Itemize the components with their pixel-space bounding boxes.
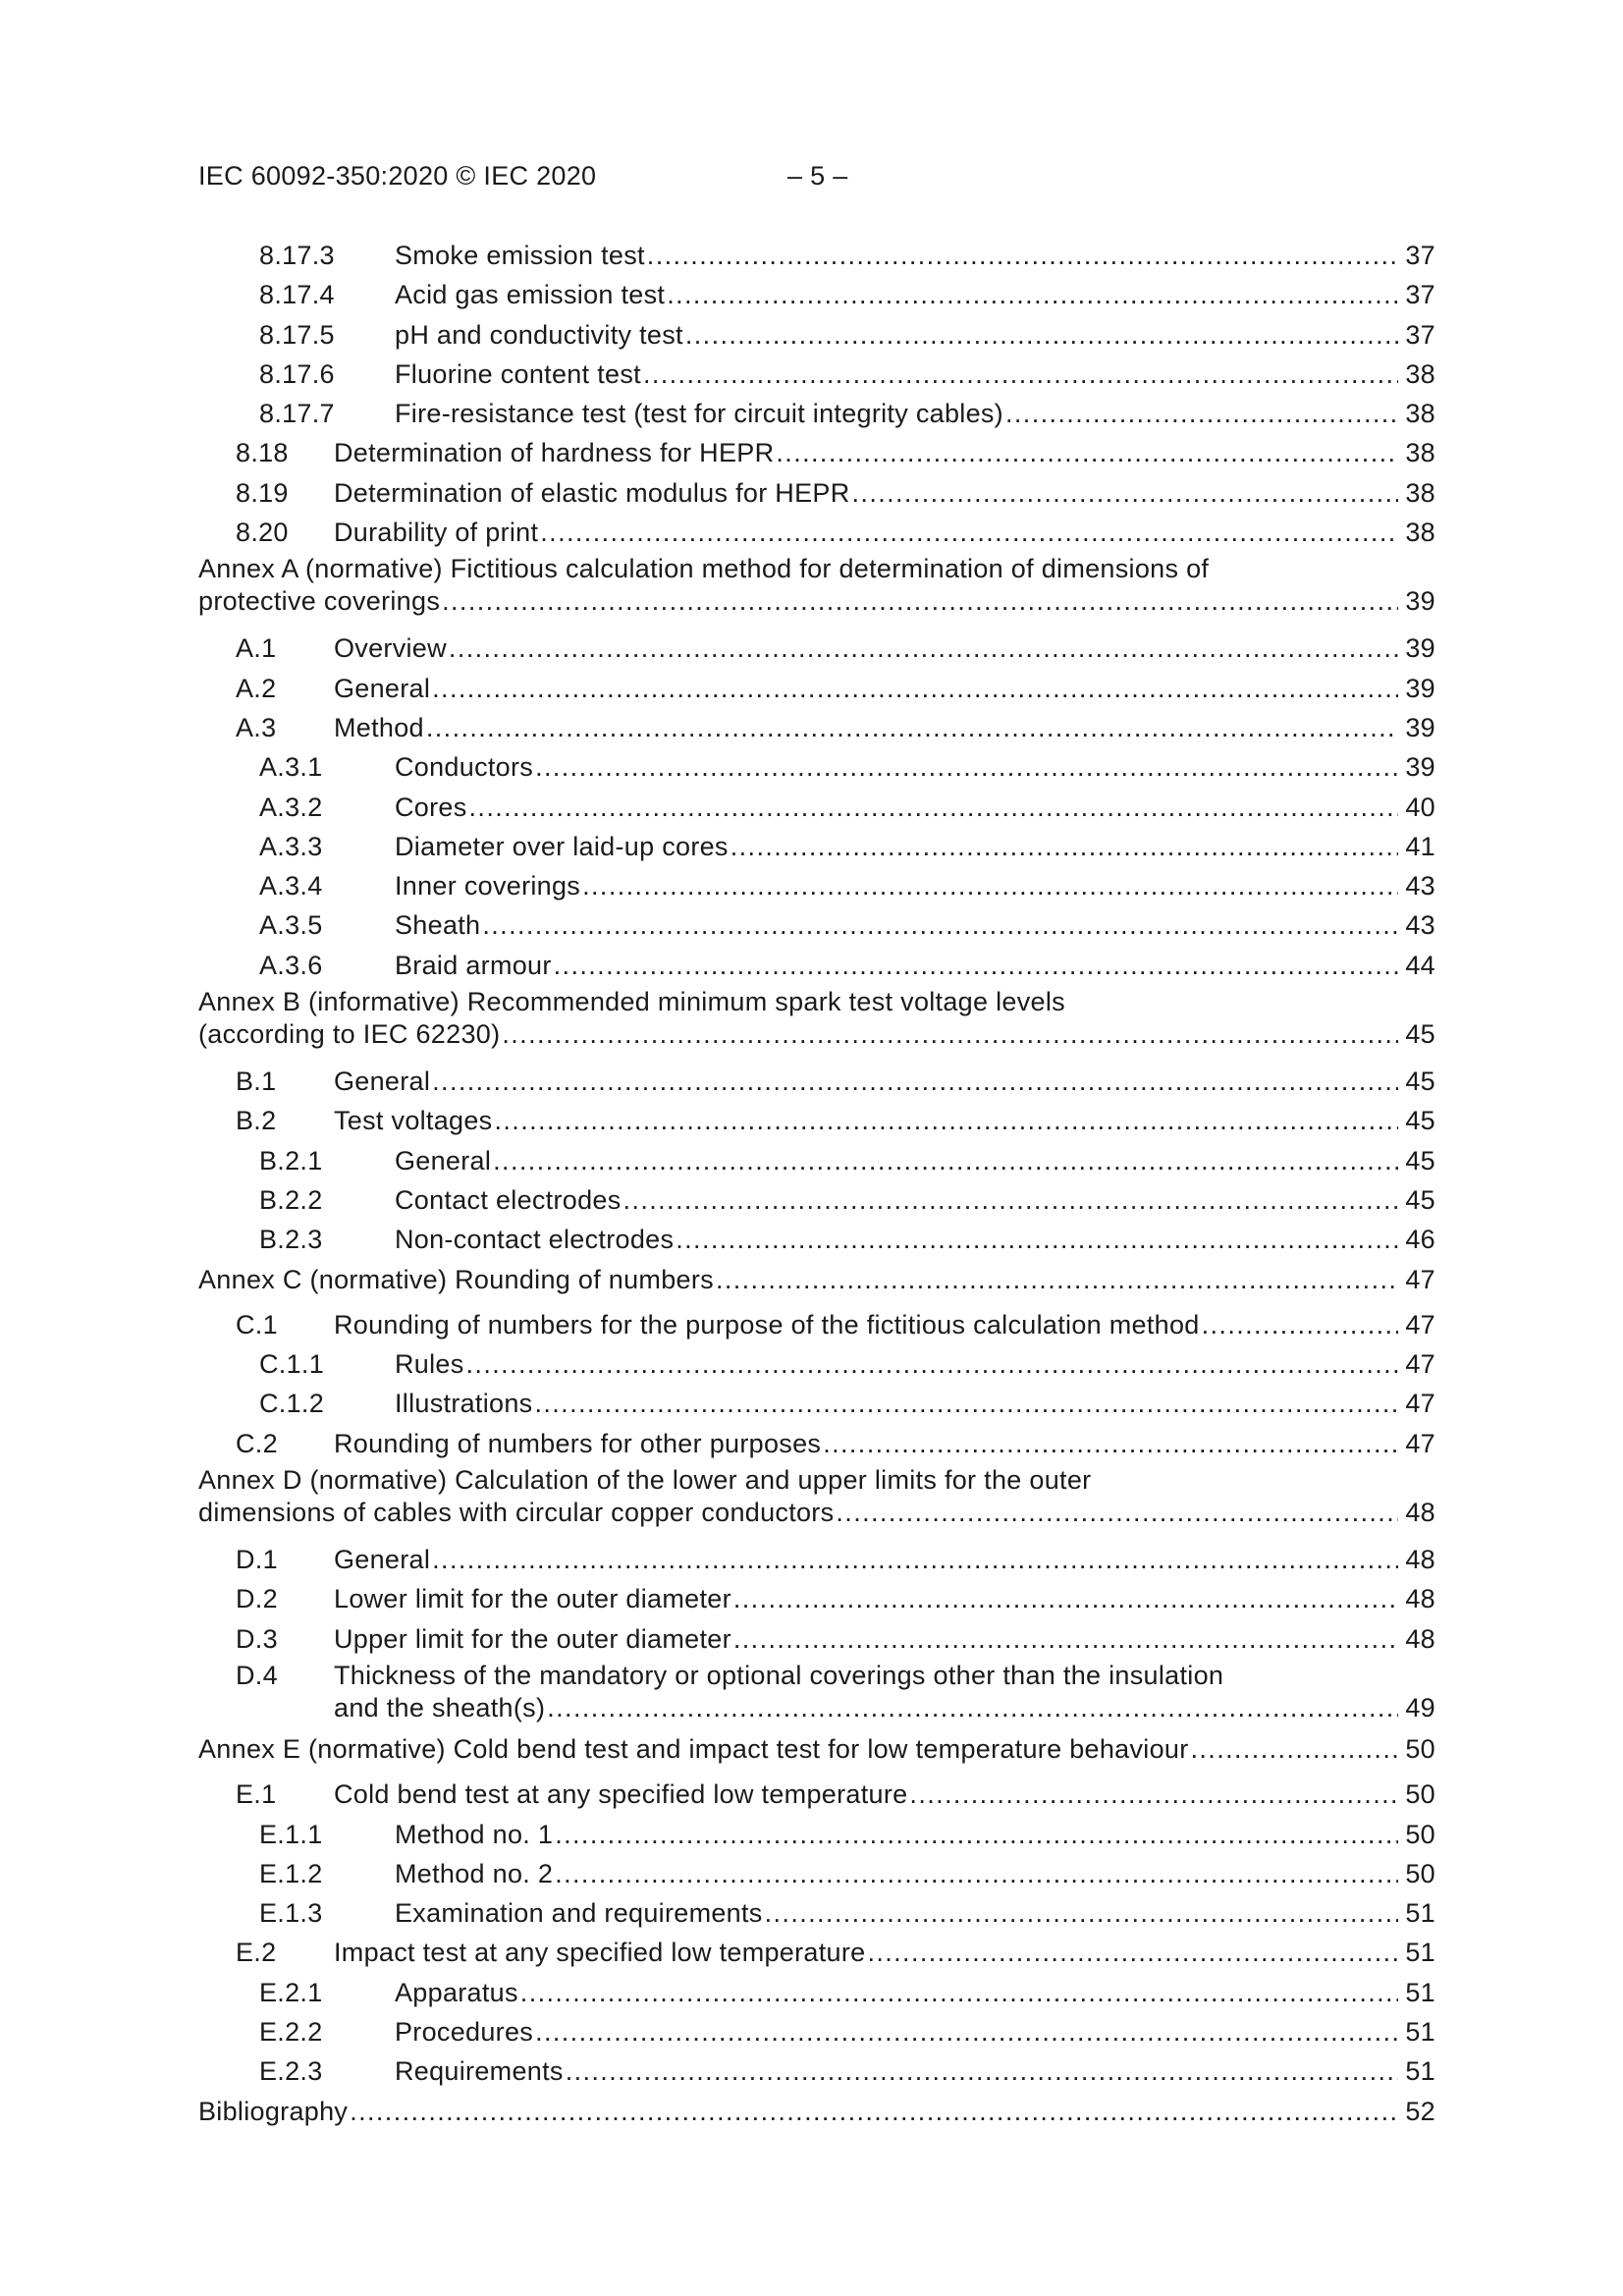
toc-title: Illustrations <box>395 1389 533 1419</box>
toc-number: D.3 <box>236 1623 278 1654</box>
toc-number: D.4 <box>236 1660 278 1690</box>
annex-title-line2: protective coverings <box>198 586 441 617</box>
leader-dots <box>432 1062 1398 1101</box>
leader-dots <box>623 1180 1398 1220</box>
toc-number: C.1 <box>236 1309 278 1339</box>
toc-number: A.3.4 <box>259 871 323 902</box>
toc-number: A.3 <box>236 712 277 742</box>
toc-entry-a-3-1[interactable] <box>198 747 1435 787</box>
leader-dots <box>676 1220 1398 1259</box>
leader-dots <box>909 1775 1398 1814</box>
toc-title: Requirements <box>395 2056 564 2087</box>
toc-entry-e-1-2[interactable] <box>198 1854 1435 1893</box>
toc-number: C.1.2 <box>259 1389 325 1419</box>
leader-dots <box>733 1619 1398 1659</box>
toc-number: 8.17.4 <box>259 280 335 310</box>
leader-dots <box>852 473 1398 513</box>
toc-entry-e-1[interactable] <box>198 1775 1435 1814</box>
toc-title: Bibliography <box>198 2096 349 2126</box>
toc-entry-e-2[interactable] <box>198 1933 1435 1972</box>
toc-page: 51 <box>1405 2056 1435 2087</box>
toc-number: 8.17.3 <box>259 241 335 270</box>
leader-dots <box>823 1424 1398 1463</box>
annex-b-heading[interactable] <box>198 985 1435 1050</box>
toc-title: Overview <box>334 633 447 664</box>
toc-page: 50 <box>1405 1858 1435 1888</box>
toc-page: 38 <box>1405 399 1435 429</box>
leader-dots <box>469 788 1398 827</box>
leader-dots <box>836 1497 1398 1528</box>
toc-entry-e-2-3[interactable] <box>198 2051 1435 2091</box>
toc-page: 48 <box>1405 1545 1435 1575</box>
toc-entry-a-3[interactable] <box>198 708 1435 747</box>
toc-title: Apparatus <box>395 1977 518 2007</box>
toc-title: Lower limit for the outer diameter <box>334 1584 731 1614</box>
toc-entry-c-1-2[interactable] <box>198 1384 1435 1423</box>
toc-page: 37 <box>1405 319 1435 350</box>
toc-title: Rules <box>395 1349 464 1380</box>
toc-title: Method <box>334 712 424 742</box>
toc-entry-8-17-6[interactable] <box>198 355 1435 394</box>
toc-entry-e-1-3[interactable] <box>198 1893 1435 1933</box>
toc-title: Non-contact electrodes <box>395 1225 675 1255</box>
toc-number: E.1.2 <box>259 1858 323 1888</box>
leader-dots <box>432 1540 1398 1579</box>
leader-dots <box>502 1018 1398 1050</box>
leader-dots <box>442 585 1398 617</box>
leader-dots <box>493 1141 1398 1180</box>
toc-page: 51 <box>1405 1938 1435 1968</box>
toc-entry-8-17-7[interactable] <box>198 394 1435 433</box>
leader-dots <box>520 1973 1398 2012</box>
toc-entry-c-1-1[interactable] <box>198 1344 1435 1384</box>
toc-page: 45 <box>1405 1019 1435 1050</box>
toc-number: 8.17.5 <box>259 319 335 350</box>
toc-title: Rounding of numbers for other purposes <box>334 1428 822 1458</box>
annex-d-heading[interactable] <box>198 1463 1435 1528</box>
toc-number: B.2 <box>236 1106 277 1136</box>
toc-number: A.3.1 <box>259 752 323 783</box>
toc-entry-b-2[interactable] <box>198 1101 1435 1140</box>
leader-dots <box>540 513 1398 552</box>
annex-title-line2: dimensions of cables with circular copper conductors <box>198 1498 835 1528</box>
toc-entry-a-3-2[interactable] <box>198 788 1435 827</box>
toc-page: 50 <box>1405 1733 1435 1764</box>
annex-title-line1: Annex A (normative) Fictitious calculation method for determination of dimensions of <box>198 554 1210 584</box>
toc-number: E.2.2 <box>259 2016 323 2047</box>
toc-entry-d-2[interactable] <box>198 1579 1435 1618</box>
toc-entry-a-3-6[interactable] <box>198 946 1435 985</box>
leader-dots <box>547 1692 1398 1723</box>
toc-page: 46 <box>1405 1225 1435 1255</box>
annex-a-heading[interactable] <box>198 552 1435 617</box>
leader-dots <box>685 315 1398 355</box>
toc-number: D.1 <box>236 1545 278 1575</box>
toc-entry-c-2[interactable] <box>198 1424 1435 1463</box>
toc-number: 8.17.6 <box>259 358 335 389</box>
toc-title: Thickness of the mandatory or optional coverings other than the insulation <box>334 1660 1224 1690</box>
leader-dots <box>716 1260 1398 1299</box>
toc-entry-b-2-2[interactable] <box>198 1180 1435 1220</box>
toc-entry-e-2-1[interactable] <box>198 1973 1435 2012</box>
toc-title: Test voltages <box>334 1106 493 1136</box>
toc-entry-8-17-3[interactable] <box>198 236 1435 275</box>
toc-page: 47 <box>1405 1389 1435 1419</box>
leader-dots <box>494 1101 1398 1140</box>
toc-title: Smoke emission test <box>395 241 645 270</box>
leader-dots <box>647 236 1398 275</box>
leader-dots <box>1191 1729 1399 1769</box>
leader-dots <box>466 1344 1398 1384</box>
toc-page: 45 <box>1405 1066 1435 1097</box>
toc-page: 39 <box>1405 633 1435 664</box>
annex-title-line1: Annex D (normative) Calculation of the lower and upper limits for the outer <box>198 1465 1092 1496</box>
toc-entry-e-1-1[interactable] <box>198 1815 1435 1854</box>
toc-number: E.1.1 <box>259 1819 323 1849</box>
toc-entry-b-2-3[interactable] <box>198 1220 1435 1259</box>
leader-dots <box>555 1815 1398 1854</box>
toc-page: 47 <box>1405 1264 1435 1294</box>
toc-title: Diameter over laid-up cores <box>395 831 729 861</box>
toc-page: 37 <box>1405 241 1435 270</box>
toc-number: 8.20 <box>236 518 289 548</box>
leader-dots <box>643 355 1398 394</box>
toc-entry-a-3-5[interactable] <box>198 905 1435 945</box>
leader-dots <box>1202 1305 1398 1344</box>
leader-dots <box>555 1854 1398 1893</box>
toc-number: B.1 <box>236 1066 277 1097</box>
toc-number: 8.19 <box>236 477 289 508</box>
toc-title: Determination of elastic modulus for HEPR <box>334 477 850 508</box>
leader-dots <box>582 866 1398 905</box>
page-number: – 5 – <box>787 161 848 191</box>
leader-dots <box>667 275 1398 314</box>
toc-title: Contact electrodes <box>395 1184 622 1215</box>
toc-title: Acid gas emission test <box>395 280 666 310</box>
leader-dots <box>482 905 1398 945</box>
toc-page: 48 <box>1405 1498 1435 1528</box>
toc-entry-8-19[interactable] <box>198 473 1435 513</box>
page-header <box>198 161 848 191</box>
toc-page: 38 <box>1405 518 1435 548</box>
toc-page: 43 <box>1405 871 1435 902</box>
annex-title: Annex C (normative) Rounding of numbers <box>198 1264 714 1294</box>
toc-title: Procedures <box>395 2016 534 2047</box>
toc-entry-e-2-2[interactable] <box>198 2012 1435 2051</box>
toc-page: 49 <box>1405 1692 1435 1722</box>
toc-number: C.1.1 <box>259 1349 325 1380</box>
toc-page: 48 <box>1405 1584 1435 1614</box>
toc-number: A.3.3 <box>259 831 323 861</box>
leader-dots <box>426 708 1398 747</box>
toc-page: 47 <box>1405 1309 1435 1339</box>
toc-number: B.2.2 <box>259 1184 323 1215</box>
toc-title: Upper limit for the outer diameter <box>334 1623 731 1654</box>
toc-page: 39 <box>1405 673 1435 703</box>
toc-title: General <box>334 1066 431 1097</box>
toc-page: 50 <box>1405 1819 1435 1849</box>
toc-title: and the sheath(s) <box>334 1692 546 1722</box>
toc-page: 45 <box>1405 1184 1435 1215</box>
toc-number: B.2.3 <box>259 1225 323 1255</box>
annex-title-line2: (according to IEC 62230) <box>198 1019 501 1050</box>
toc-title: Rounding of numbers for the purpose of the fictitious calculation method <box>334 1309 1200 1339</box>
toc-number: A.2 <box>236 673 277 703</box>
toc-title: General <box>395 1145 492 1175</box>
toc-title: Sheath <box>395 910 481 941</box>
toc-entry-b-1[interactable] <box>198 1062 1435 1101</box>
toc-number: E.2.3 <box>259 2056 323 2087</box>
toc-title: General <box>334 1545 431 1575</box>
leader-dots <box>867 1933 1398 1972</box>
toc-number: E.1 <box>236 1779 277 1810</box>
toc-entry-a-1[interactable] <box>198 629 1435 668</box>
toc-number: D.2 <box>236 1584 278 1614</box>
toc-entry-8-20[interactable] <box>198 513 1435 552</box>
toc-title: Braid armour <box>395 950 552 980</box>
leader-dots <box>566 2051 1398 2091</box>
toc-title: Durability of print <box>334 518 539 548</box>
leader-dots <box>432 669 1398 708</box>
toc-entry-8-17-4[interactable] <box>198 275 1435 314</box>
toc-number: A.3.5 <box>259 910 323 941</box>
leader-dots <box>730 827 1398 866</box>
leader-dots <box>776 433 1398 472</box>
toc-number: C.2 <box>236 1428 278 1458</box>
toc-page: 38 <box>1405 358 1435 389</box>
annex-title-line1: Annex B (informative) Recommended minimum spark test voltage levels <box>198 987 1065 1017</box>
annex-title: Annex E (normative) Cold bend test and impact test for low temperature behaviour <box>198 1733 1189 1764</box>
toc-title: Determination of hardness for HEPR <box>334 438 775 468</box>
toc-page: 48 <box>1405 1623 1435 1654</box>
toc-title: Fluorine content test <box>395 358 641 389</box>
leader-dots <box>554 946 1398 985</box>
toc-number: E.2.1 <box>259 1977 323 2007</box>
toc-page: 43 <box>1405 910 1435 941</box>
annex-e-heading[interactable] <box>198 1729 1435 1769</box>
toc-page: 51 <box>1405 1898 1435 1929</box>
document-id: IEC 60092-350:2020 © IEC 2020 <box>198 161 597 191</box>
toc-entry-a-3-3[interactable] <box>198 827 1435 866</box>
leader-dots <box>733 1579 1398 1618</box>
table-of-contents <box>198 236 1435 2131</box>
toc-page: 51 <box>1405 2016 1435 2047</box>
toc-page: 37 <box>1405 280 1435 310</box>
leader-dots <box>765 1893 1398 1933</box>
toc-page: 44 <box>1405 950 1435 980</box>
toc-title: Examination and requirements <box>395 1898 763 1929</box>
toc-page: 45 <box>1405 1106 1435 1136</box>
toc-page: 47 <box>1405 1428 1435 1458</box>
toc-number: E.2 <box>236 1938 277 1968</box>
toc-page: 51 <box>1405 1977 1435 2007</box>
toc-title: Inner coverings <box>395 871 581 902</box>
toc-page: 38 <box>1405 438 1435 468</box>
toc-page: 40 <box>1405 792 1435 822</box>
toc-title: Method no. 1 <box>395 1819 554 1849</box>
annex-c-heading[interactable] <box>198 1260 1435 1299</box>
toc-number: A.1 <box>236 633 277 664</box>
toc-entry-c-1[interactable] <box>198 1305 1435 1344</box>
toc-number: 8.17.7 <box>259 399 335 429</box>
toc-page: 47 <box>1405 1349 1435 1380</box>
leader-dots <box>535 747 1398 787</box>
toc-entry-8-17-5[interactable] <box>198 315 1435 355</box>
toc-entry-d-1[interactable] <box>198 1540 1435 1579</box>
toc-entry-d-3[interactable] <box>198 1619 1435 1659</box>
leader-dots <box>534 1384 1398 1423</box>
toc-page: 39 <box>1405 586 1435 617</box>
toc-entry-d-4[interactable] <box>198 1659 1435 1723</box>
toc-title: Cold bend test at any specified low temperature <box>334 1779 908 1810</box>
toc-entry-a-2[interactable] <box>198 669 1435 708</box>
toc-page: 52 <box>1405 2096 1435 2126</box>
toc-title: pH and conductivity test <box>395 319 683 350</box>
toc-title: Impact test at any specified low temperature <box>334 1938 866 1968</box>
toc-entry-b-2-1[interactable] <box>198 1141 1435 1180</box>
toc-page: 50 <box>1405 1779 1435 1810</box>
toc-title: Conductors <box>395 752 534 783</box>
toc-number: A.3.6 <box>259 950 323 980</box>
leader-dots <box>1005 394 1398 433</box>
leader-dots <box>535 2012 1398 2051</box>
toc-page: 41 <box>1405 831 1435 861</box>
toc-page: 39 <box>1405 712 1435 742</box>
toc-page: 38 <box>1405 477 1435 508</box>
toc-entry-bibliography[interactable] <box>198 2092 1435 2131</box>
toc-page: 45 <box>1405 1145 1435 1175</box>
leader-dots <box>449 629 1398 668</box>
toc-title: Cores <box>395 792 467 822</box>
toc-number: 8.18 <box>236 438 289 468</box>
toc-title: Fire-resistance test (test for circuit integrity cables) <box>395 399 1003 429</box>
toc-page: 39 <box>1405 752 1435 783</box>
toc-title: General <box>334 673 431 703</box>
toc-title: Method no. 2 <box>395 1858 554 1888</box>
toc-number: E.1.3 <box>259 1898 323 1929</box>
toc-number: B.2.1 <box>259 1145 323 1175</box>
leader-dots <box>350 2092 1398 2131</box>
toc-entry-8-18[interactable] <box>198 433 1435 472</box>
toc-entry-a-3-4[interactable] <box>198 866 1435 905</box>
toc-number: A.3.2 <box>259 792 323 822</box>
